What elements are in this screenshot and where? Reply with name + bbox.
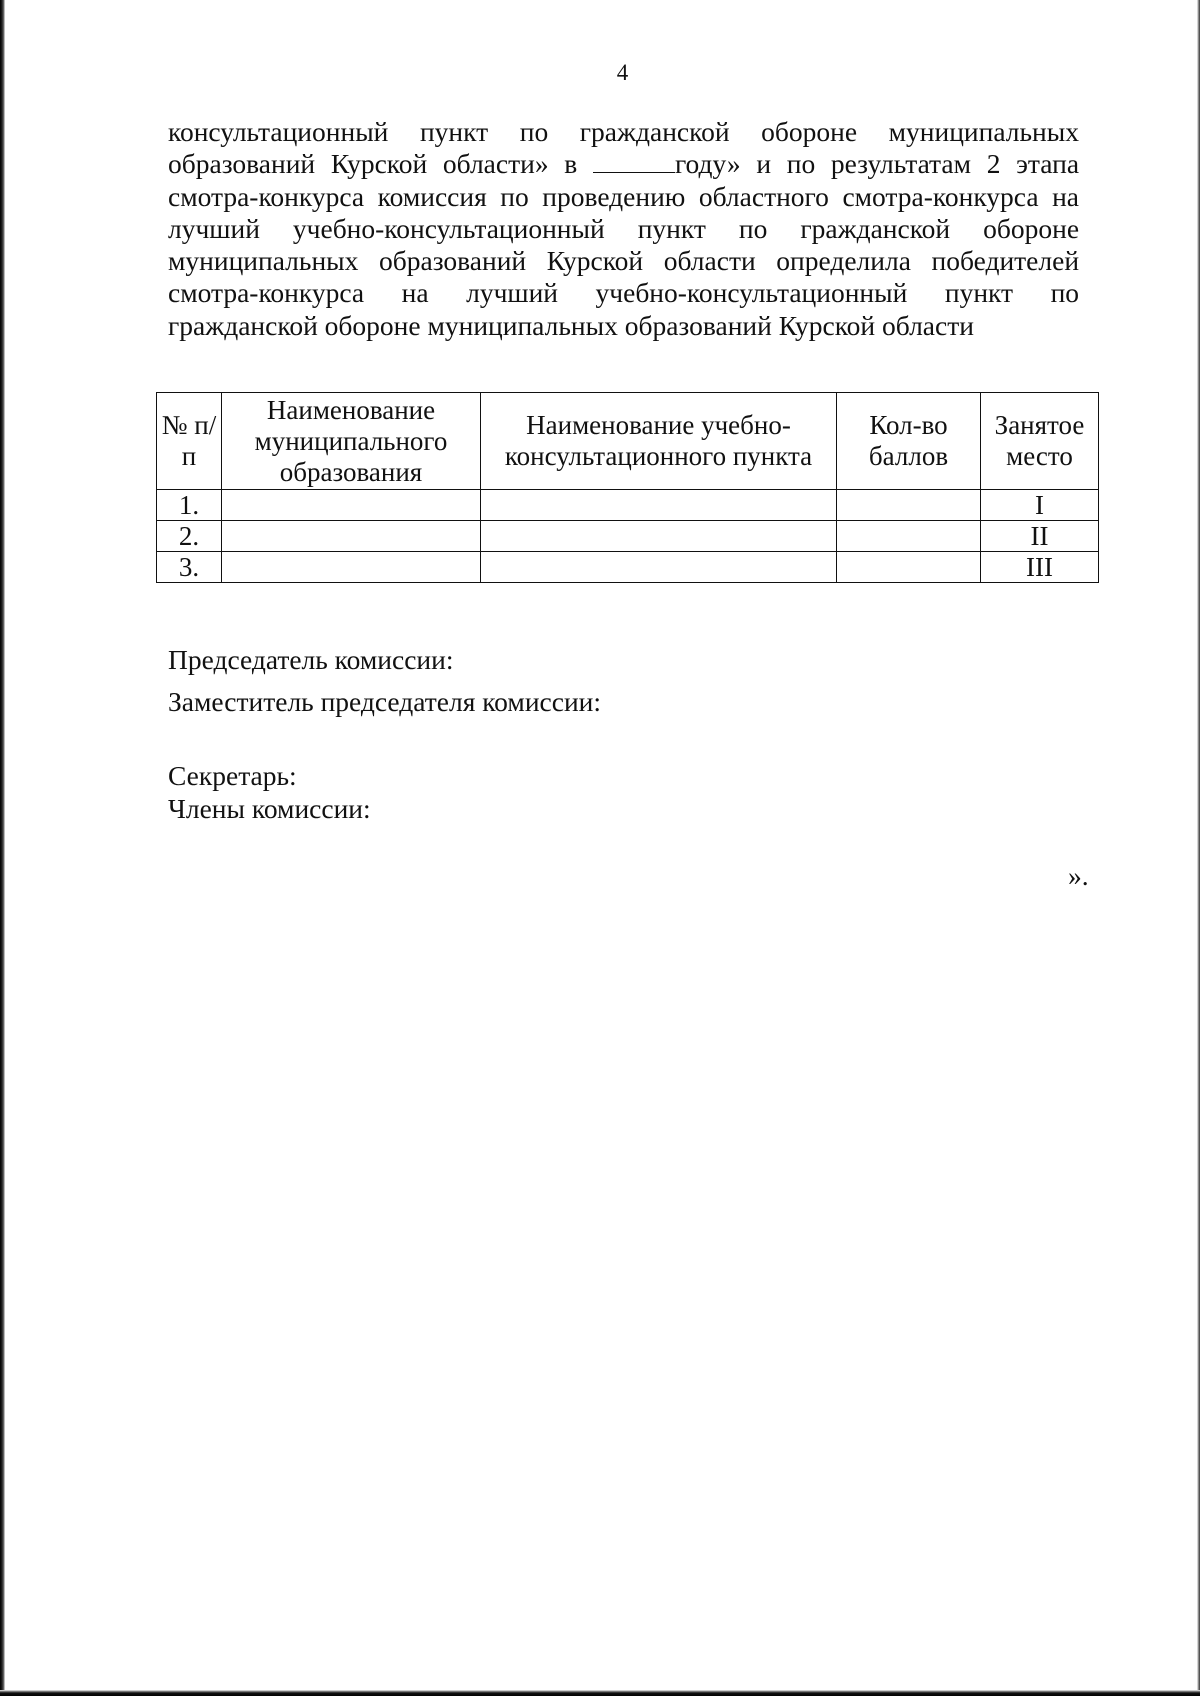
consult-point-cell — [481, 552, 837, 583]
row-number-cell: 3. — [157, 552, 222, 583]
table-row — [157, 552, 1099, 583]
scan-edge-left — [0, 0, 5, 1696]
municipality-cell — [222, 490, 481, 521]
row-number-cell: 1. — [157, 490, 222, 521]
paragraph-line-7: гражданской обороне муниципальных образований Курской области — [168, 309, 974, 341]
body-paragraph — [168, 116, 1079, 342]
header-municipality: Наименование муниципального образования — [222, 393, 481, 490]
page-number: 4 — [616, 60, 629, 85]
place-cell: III — [981, 552, 1099, 583]
points-cell — [837, 552, 981, 583]
paragraph-line-5: муниципальных образований Курской области определила победителей — [168, 245, 1080, 277]
winners-table — [156, 392, 1099, 583]
paragraph-line-4: лучший учебно-консультационный пункт по гражданской обороне — [168, 212, 1080, 244]
paragraph-line-6: смотра-конкурса на лучший учебно-консультационный пункт по — [168, 277, 1080, 309]
header-points: Кол-во баллов — [837, 393, 981, 490]
points-cell — [837, 521, 981, 552]
signature-members: Члены комиссии: — [168, 793, 371, 824]
signature-chair: Председатель комиссии: — [168, 644, 454, 675]
paragraph-line-3: смотра-конкурса комиссия по проведению областного смотра-конкурса на — [168, 180, 1080, 212]
header-consult-point: Наименование учебно-консультационного пункта — [481, 393, 837, 490]
signature-secretary: Секретарь: — [168, 760, 297, 791]
municipality-cell — [222, 521, 481, 552]
consult-point-cell — [481, 521, 837, 552]
row-number-cell: 2. — [157, 521, 222, 552]
scan-edge-bottom — [0, 1690, 1200, 1696]
table-row — [157, 521, 1099, 552]
signature-deputy: Заместитель председателя комиссии: — [168, 686, 602, 717]
closing-quote: ». — [1068, 860, 1089, 891]
paragraph-line-1: консультационный пункт по гражданской обороне муниципальных — [168, 116, 1080, 147]
table-header-row — [157, 393, 1099, 490]
place-cell: II — [981, 521, 1099, 552]
year-blank-field — [593, 152, 675, 173]
table-row — [157, 490, 1099, 521]
header-place: Занятое место — [981, 393, 1099, 490]
consult-point-cell — [481, 490, 837, 521]
header-number: № п/п — [157, 393, 222, 490]
place-cell: I — [981, 490, 1099, 521]
paragraph-line-2: образований Курской области» в году» и по результатам 2 этапа — [168, 148, 1080, 180]
municipality-cell — [222, 552, 481, 583]
points-cell — [837, 490, 981, 521]
